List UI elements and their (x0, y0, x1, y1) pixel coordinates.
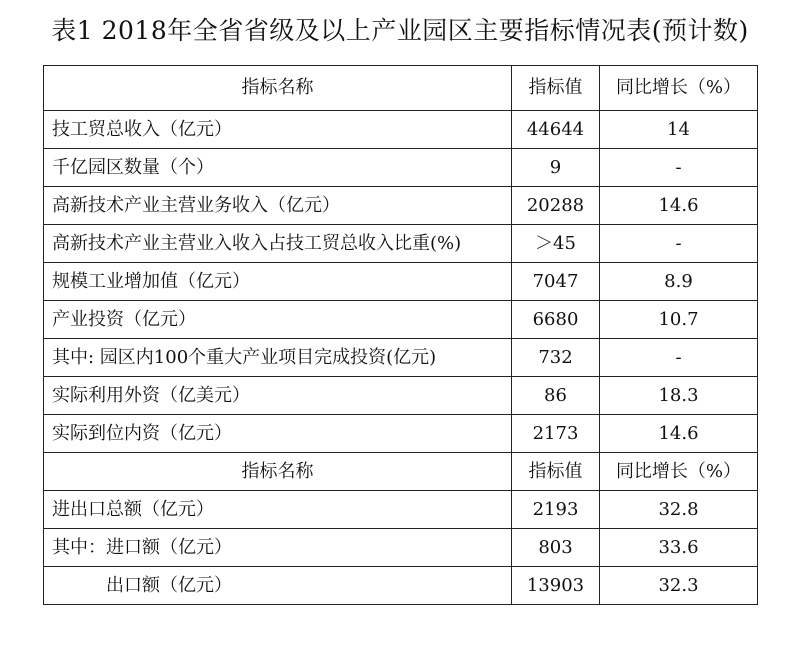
table-row (44, 187, 758, 225)
table-row (44, 529, 758, 567)
table-row (44, 377, 758, 415)
yoy-growth: - (600, 149, 758, 187)
table-row (44, 263, 758, 301)
yoy-growth: 33.6 (600, 529, 758, 567)
yoy-growth: - (600, 225, 758, 263)
table-row (44, 149, 758, 187)
indicator-name: 产业投资（亿元） (44, 301, 512, 339)
yoy-growth: 32.3 (600, 567, 758, 605)
indicator-name: 高新技术产业主营业务收入（亿元） (44, 187, 512, 225)
yoy-growth: 32.8 (600, 491, 758, 529)
table-row (44, 301, 758, 339)
indicator-table (43, 65, 758, 605)
indicator-name: 实际利用外资（亿美元） (44, 377, 512, 415)
indicator-value: 7047 (512, 263, 600, 301)
indicator-name: 高新技术产业主营业入收入占技工贸总收入比重(%) (44, 225, 512, 263)
indicator-name: 实际到位内资（亿元） (44, 415, 512, 453)
indicator-name: 技工贸总收入（亿元） (44, 111, 512, 149)
subheader-indicator-name: 指标名称 (44, 453, 512, 491)
indicator-value: 803 (512, 529, 600, 567)
indicator-value: 6680 (512, 301, 600, 339)
indicator-value: 44644 (512, 111, 600, 149)
indicator-value: 13903 (512, 567, 600, 605)
header-yoy-growth: 同比增长（%） (600, 66, 758, 111)
table-row (44, 491, 758, 529)
indicator-value: 86 (512, 377, 600, 415)
table-row (44, 225, 758, 263)
indicator-name: 其中: 园区内100个重大产业项目完成投资(亿元) (44, 339, 512, 377)
indicator-name: 进出口总额（亿元） (44, 491, 512, 529)
indicator-name: 其中：进口额（亿元） (44, 529, 512, 567)
yoy-growth: 10.7 (600, 301, 758, 339)
subheader-yoy-growth: 同比增长（%） (600, 453, 758, 491)
indicator-value: 20288 (512, 187, 600, 225)
indicator-value: 2193 (512, 491, 600, 529)
yoy-growth: 14.6 (600, 187, 758, 225)
subheader-indicator-value: 指标值 (512, 453, 600, 491)
indicator-value: 2173 (512, 415, 600, 453)
yoy-growth: 8.9 (600, 263, 758, 301)
yoy-growth: 14 (600, 111, 758, 149)
table-row (44, 339, 758, 377)
table-row (44, 567, 758, 605)
indicator-name: 出口额（亿元） (44, 567, 512, 605)
table-row (44, 415, 758, 453)
indicator-value: ＞45 (512, 225, 600, 263)
indicator-name: 规模工业增加值（亿元） (44, 263, 512, 301)
yoy-growth: - (600, 339, 758, 377)
table-row (44, 111, 758, 149)
indicator-name: 千亿园区数量（个） (44, 149, 512, 187)
yoy-growth: 14.6 (600, 415, 758, 453)
indicator-value: 9 (512, 149, 600, 187)
yoy-growth: 18.3 (600, 377, 758, 415)
table-header-row (44, 66, 758, 111)
indicator-value: 732 (512, 339, 600, 377)
header-indicator-name: 指标名称 (44, 66, 512, 111)
table-title: 表1 2018年全省省级及以上产业园区主要指标情况表(预计数) (51, 16, 749, 45)
table-subheader-row (44, 453, 758, 491)
header-indicator-value: 指标值 (512, 66, 600, 111)
